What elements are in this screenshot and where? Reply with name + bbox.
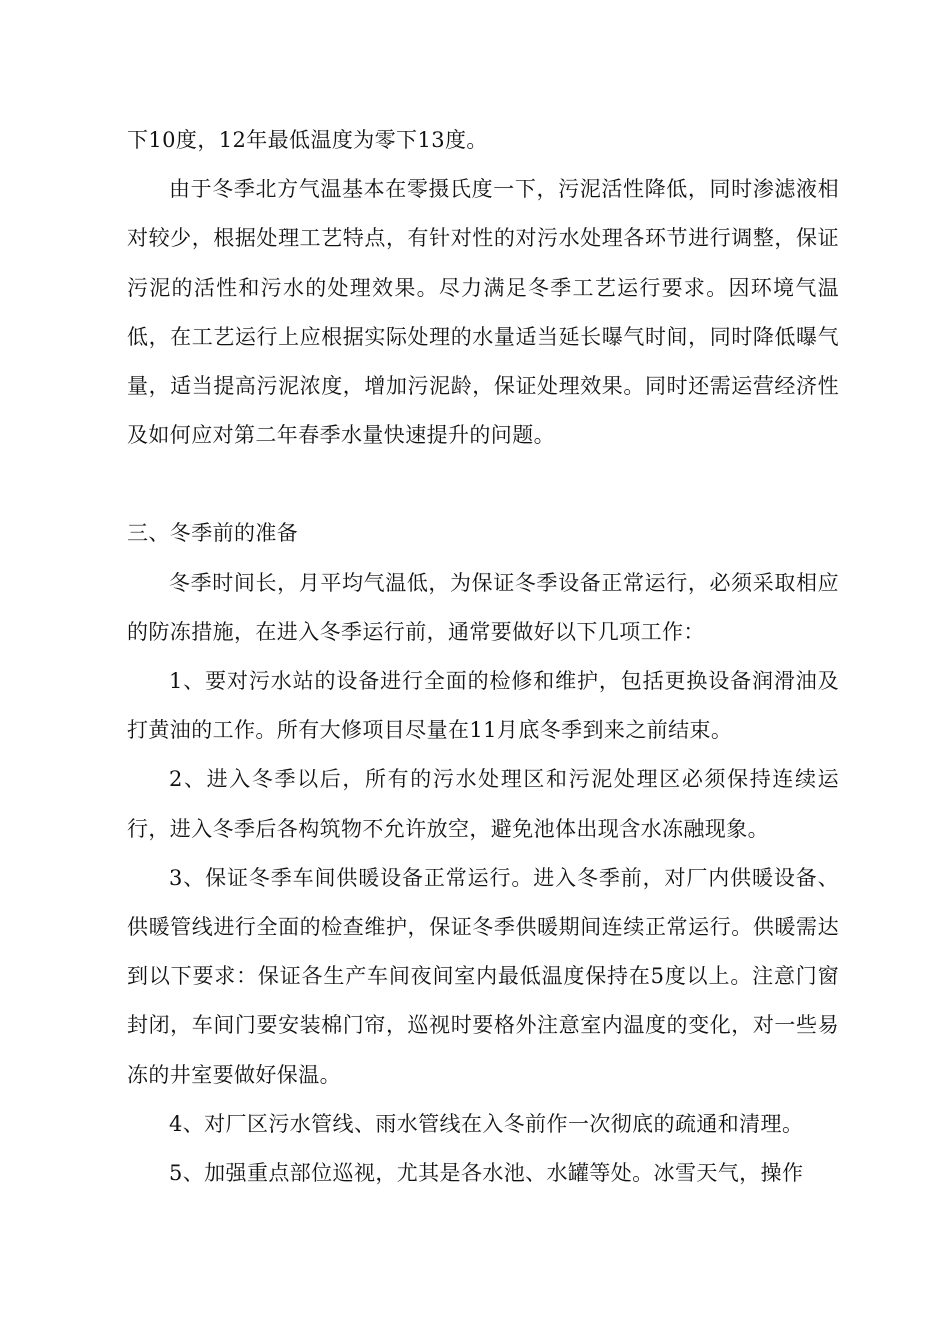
section-heading: 三、冬季前的准备 — [127, 521, 299, 546]
paragraph-gap — [127, 460, 839, 509]
document-page — [127, 116, 839, 1198]
list-item: 2、进入冬季以后，所有的污水处理区和污泥处理区必须保持连续运行，进入冬季后各构筑物不允许放空，避免池体出现含水冻融现象。 — [127, 767, 839, 841]
list-item: 5、加强重点部位巡视，尤其是各水池、水罐等处。冰雪天气，操作 — [169, 1161, 804, 1186]
section-intro: 冬季时间长，月平均气温低，为保证冬季设备正常运行，必须采取相应的防冻措施，在进入冬季运行前，通常要做好以下几项工作： — [127, 570, 839, 644]
list-item: 4、对厂区污水管线、雨水管线在入冬前作一次彻底的疏通和清理。 — [169, 1111, 804, 1136]
list-item: 3、保证冬季车间供暖设备正常运行。进入冬季前，对厂内供暖设备、供暖管线进行全面的检查维护，保证冬季供暖期间连续正常运行。供暖需达到以下要求：保证各生产车间夜间室内最低温度保持在5度以上。注意门窗封闭，车间门要安装棉门帘，巡视时要格外注意室内温度的变化，对一些易冻的井室要做好保温。 — [127, 865, 839, 1087]
paragraph-winter-process: 由于冬季北方气温基本在零摄氏度一下，污泥活性降低，同时渗滤液相对较少，根据处理工艺特点，有针对性的对污水处理各环节进行调整，保证污泥的活性和污水的处理效果。尽力满足冬季工艺运行要求。因环境气温低，在工艺运行上应根据实际处理的水量适当延长曝气时间，同时降低曝气量，适当提高污泥浓度，增加污泥龄，保证处理效果。同时还需运营经济性及如何应对第二年春季水量快速提升的问题。 — [127, 177, 839, 448]
list-item: 1、要对污水站的设备进行全面的检修和维护，包括更换设备润滑油及打黄油的工作。所有大修项目尽量在11月底冬季到来之前结束。 — [127, 669, 839, 743]
paragraph-continuation: 下10度，12年最低温度为零下13度。 — [127, 128, 488, 152]
